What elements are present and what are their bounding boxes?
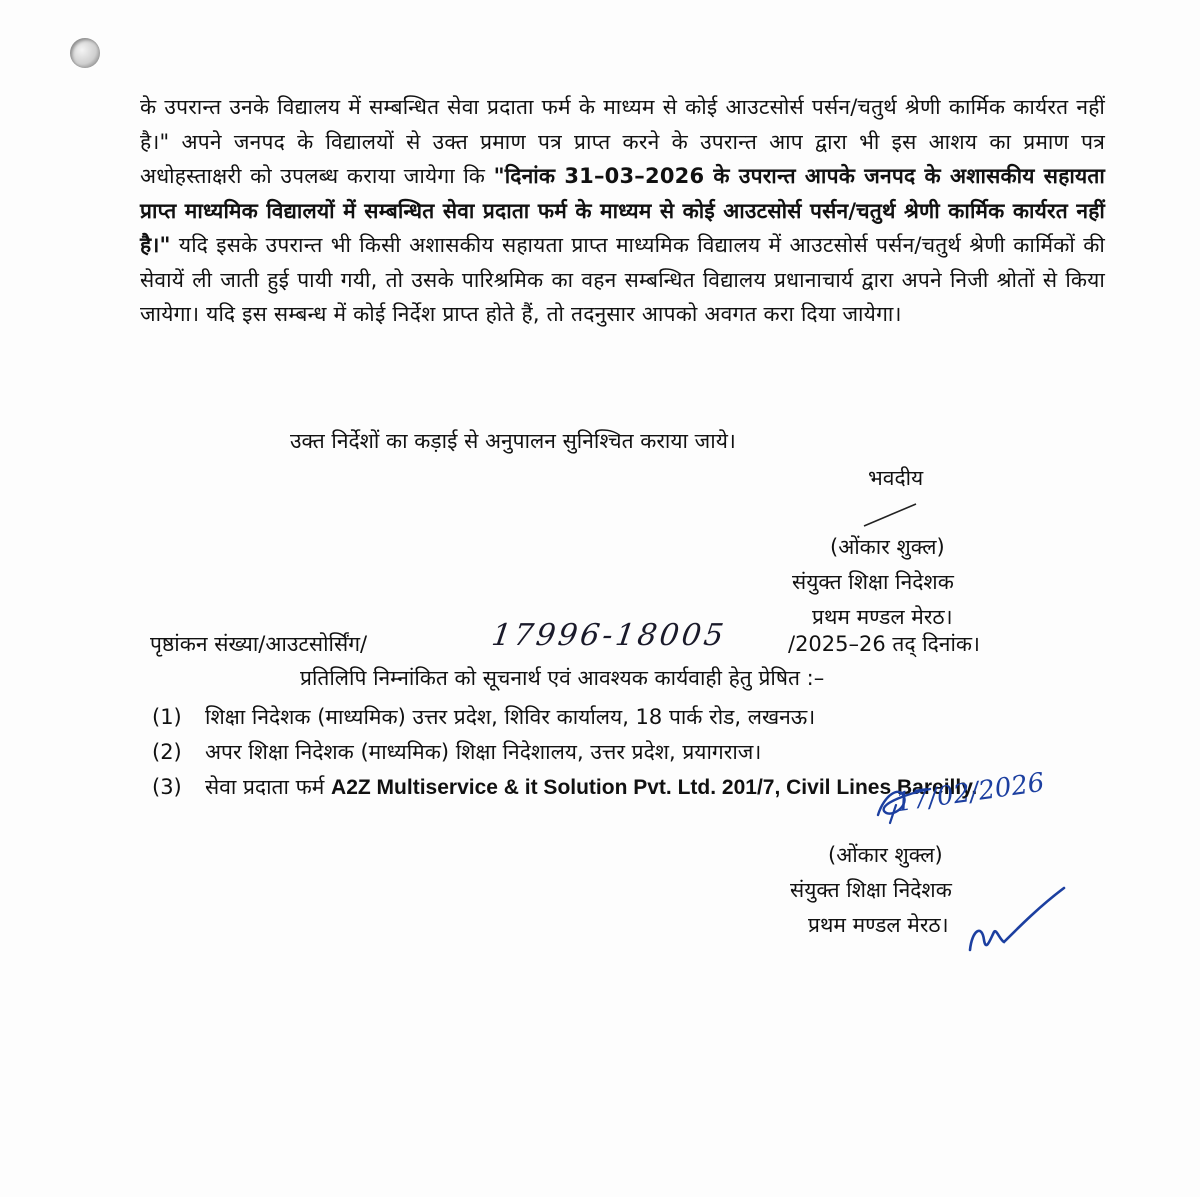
- list-item-text-prefix: सेवा प्रदाता फर्म: [205, 775, 332, 799]
- signature-stroke-mark: [860, 500, 920, 530]
- list-item-number: (2): [152, 740, 182, 764]
- handwritten-endorsement-number: 17996-18005: [489, 618, 729, 653]
- endorsement-line: [150, 618, 1050, 658]
- signatory-block-bottom: [790, 838, 952, 943]
- paragraph-quoted-certificate: "दिनांक 31–03–2026 के उपरान्त आपके जनपद के अशासकीय सहायता प्राप्त माध्यमिक विद्यालयों में सम्बन्धित सेवा प्रदाता फर्म के माध्यम से कोई आउटसोर्स पर्सन/चतुर्थ श्रेणी कार्मिक कार्यरत नहीं है।": [140, 164, 1105, 257]
- ink-initial-mark: [960, 880, 1070, 970]
- endorsement-label: पृष्ठांकन संख्या/आउटसोर्सिंग/: [150, 632, 368, 656]
- signatory-designation: संयुक्त शिक्षा निदेशक: [792, 570, 954, 594]
- list-item-text: अपर शिक्षा निदेशक (माध्यमिक) शिक्षा निदेशालय, उत्तर प्रदेश, प्रयागराज।: [205, 740, 762, 764]
- paragraph-part-1: के उपरान्त उनके विद्यालय में सम्बन्धित सेवा प्रदाता फर्म के माध्यम से कोई आउटसोर्स पर्सन/चतुर्थ श्रेणी कार्मिक कार्यरत नहीं है।" अपने जनपद के विद्यालयों से उक्त प्रमाण पत्र प्राप्त करने के उपरान्त आप द्वारा भी इस आशय का प्रमाण पत्र अधोहस्ताक्षरी को उपलब्ध कराया जायेगा कि: [140, 95, 1105, 188]
- signatory-name: (ओंकार शुक्ल): [828, 843, 943, 867]
- handwritten-signature-date: 17/02/2026: [893, 767, 1047, 819]
- signatory-name: (ओंकार शुक्ल): [830, 535, 945, 559]
- list-item-text: [205, 770, 977, 805]
- list-item-text: शिक्षा निदेशक (माध्यमिक) उत्तर प्रदेश, शिविर कार्यालय, 18 पार्क रोड, लखनऊ।: [205, 705, 816, 729]
- endorsement-year: /2025–26 तद् दिनांक।: [788, 632, 980, 656]
- signatory-block-top: [792, 530, 954, 635]
- compliance-instruction: उक्त निर्देशों का कड़ाई से अनुपालन सुनिश्चित कराया जाये।: [290, 429, 736, 453]
- signatory-office: प्रथम मण्डल मेरठ।: [808, 913, 949, 937]
- signatory-office: प्रथम मण्डल मेरठ।: [812, 605, 953, 629]
- signatory-designation: संयुक्त शिक्षा निदेशक: [790, 878, 952, 902]
- list-item-number: (3): [152, 775, 182, 799]
- service-provider-firm: A2Z Multiservice & it Solution Pvt. Ltd. 201/7, Civil Lines Bareilly.: [331, 776, 978, 799]
- copy-to-intro: प्रतिलिपि निम्नांकित को सूचनार्थ एवं आवश्यक कार्यवाही हेतु प्रेषित :–: [300, 666, 825, 690]
- list-item-number: (1): [152, 705, 182, 729]
- paragraph-part-3: यदि इसके उपरान्त भी किसी अशासकीय सहायता प्राप्त माध्यमिक विद्यालय में आउटसोर्स पर्सन/चतुर्थ श्रेणी कार्मिकों की सेवायें ली जाती हुई पायी गयी, तो उसके पारिश्रमिक का वहन सम्बन्धित विद्यालय प्रधानाचार्य द्वारा अपने निजी श्रोतों से किया जायेगा। यदि इस सम्बन्ध में कोई निर्देश प्राप्त होते हैं, तो तदनुसार आपको अवगत करा दिया जायेगा।: [140, 233, 1105, 326]
- closing-salutation: भवदीय: [868, 466, 924, 490]
- letter-body-paragraph: [140, 90, 1105, 332]
- punch-hole-mark: [70, 38, 100, 68]
